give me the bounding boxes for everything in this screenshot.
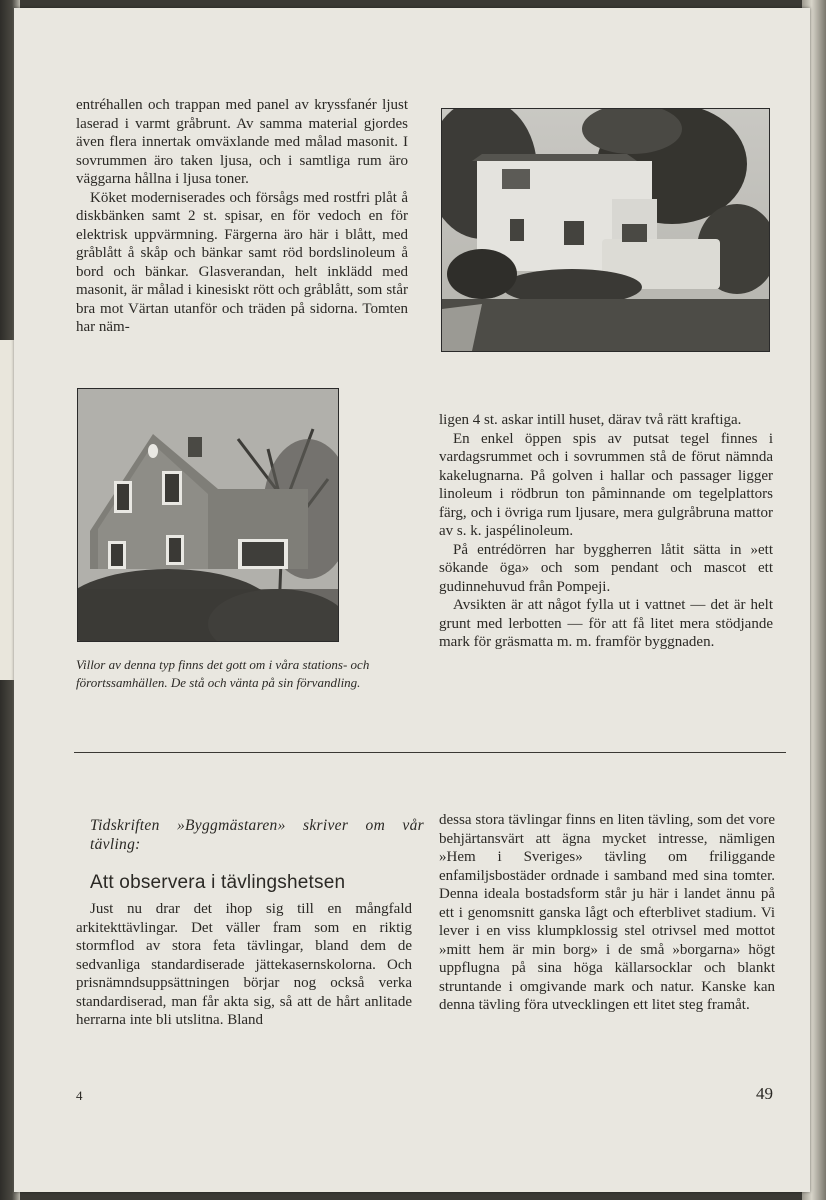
section-intro: Tidskriften »Byggmästaren» skriver om vår tävling: bbox=[90, 817, 424, 853]
left-column-top-text bbox=[76, 96, 408, 337]
paragraph: ligen 4 st. askar intill huset, därav två rätt kraftiga. bbox=[439, 412, 742, 428]
section-divider bbox=[74, 752, 786, 753]
magazine-page bbox=[14, 8, 810, 1192]
paragraph: Avsikten är att något fylla ut i vattnet — det är helt grunt med lerbotten — för att få litet mera stödjande mark för gräsmatta m. m. framför byggnaden. bbox=[439, 597, 773, 650]
paragraph: Just nu drar det ihop sig till en mångfald arkitekttävlingar. Det väller fram som en riktig stormflod av stora feta tävlingar, bland dem de sedvanliga standardiserade jättekasernskolorna. Och prisnämndsuppsättningen börjar nog också verka standardiserad, man får akta sig, så att de hårt anlitade herrarna inte bli utslitna. Bland bbox=[76, 901, 412, 1028]
paragraph: På entrédörren har byggherren låtit sätta in »ett sökande öga» och som pendant och mascot ett gudinnehuvud från Pompeji. bbox=[439, 541, 773, 595]
photo-caption: Villor av denna typ finns det gott om i våra stations- och förortssamhällen. De stå och vänta på sin förvandling. bbox=[76, 657, 370, 690]
old-villa-photo bbox=[77, 388, 339, 642]
paragraph: Köket moderniserades och försågs med rostfri plåt å diskbänken samt 2 st. spisar, en för vedoch en för elektrisk uppvärmning. Färgerna äro här i blått, med gråblått å skåp och bänkar samt röd bordslinoleum å bord och bänkar. Glasverandan, helt inklädd med masonit, är målad i kinesiskt rött och gråblått, som står bra mot Värtan utanför och träden på sidorna. Tomten har näm- bbox=[76, 189, 408, 335]
left-column-bottom-text bbox=[76, 900, 412, 1030]
article-heading: Att observera i tävlingshetsen bbox=[90, 872, 346, 893]
paragraph: En enkel öppen spis av putsat tegel finnes i vardagsrummet och i sovrummen stå de förut nämnda kakelugnarna. På golven i hallar och passager ligger linoleum i rödbrun ton påminnande om tegelplattors färg, och i övriga rum ljusare, mera gulgråbruna mattor av s. k. jaspélinoleum. bbox=[439, 430, 773, 539]
right-column-bottom-text bbox=[439, 811, 775, 1015]
modernized-villa-photo bbox=[441, 108, 770, 352]
right-column-middle-text bbox=[439, 411, 773, 652]
page-number-right: 49 bbox=[756, 1084, 773, 1103]
paragraph: dessa stora tävlingar finns en liten tävling, som det vore behjärtansvärt att ägna mycket intresse, nämligen »Hem i Sveriges» tävling om friliggande enfamiljsbostäder ordnade i samband med sina tomter. Denna ideala bostadsform står ju här i landet ännu på ett i genomsnitt ganska lågt och efterblivet stadium. Vi lever i en viss klumpklossig stel otrivsel med mottot »mitt hem är min borg» i de små »borgarna» högt uppflugna på sina höga källarsocklar och blankt struntande i omgivande mark och natur. Kanske kan denna tävling föra utvecklingen ett litet steg framåt. bbox=[439, 812, 775, 1013]
page-number-left: 4 bbox=[76, 1088, 83, 1103]
paragraph: entréhallen och trappan med panel av kryssfanér ljust laserad i varmt gråbrunt. Av samma material gjordes även flera innertak omväxlande med målad masonit. I sovrummen äro taken ljusa, och i samtliga rum äro väggarna hållna i ljusa toner. bbox=[76, 97, 408, 187]
